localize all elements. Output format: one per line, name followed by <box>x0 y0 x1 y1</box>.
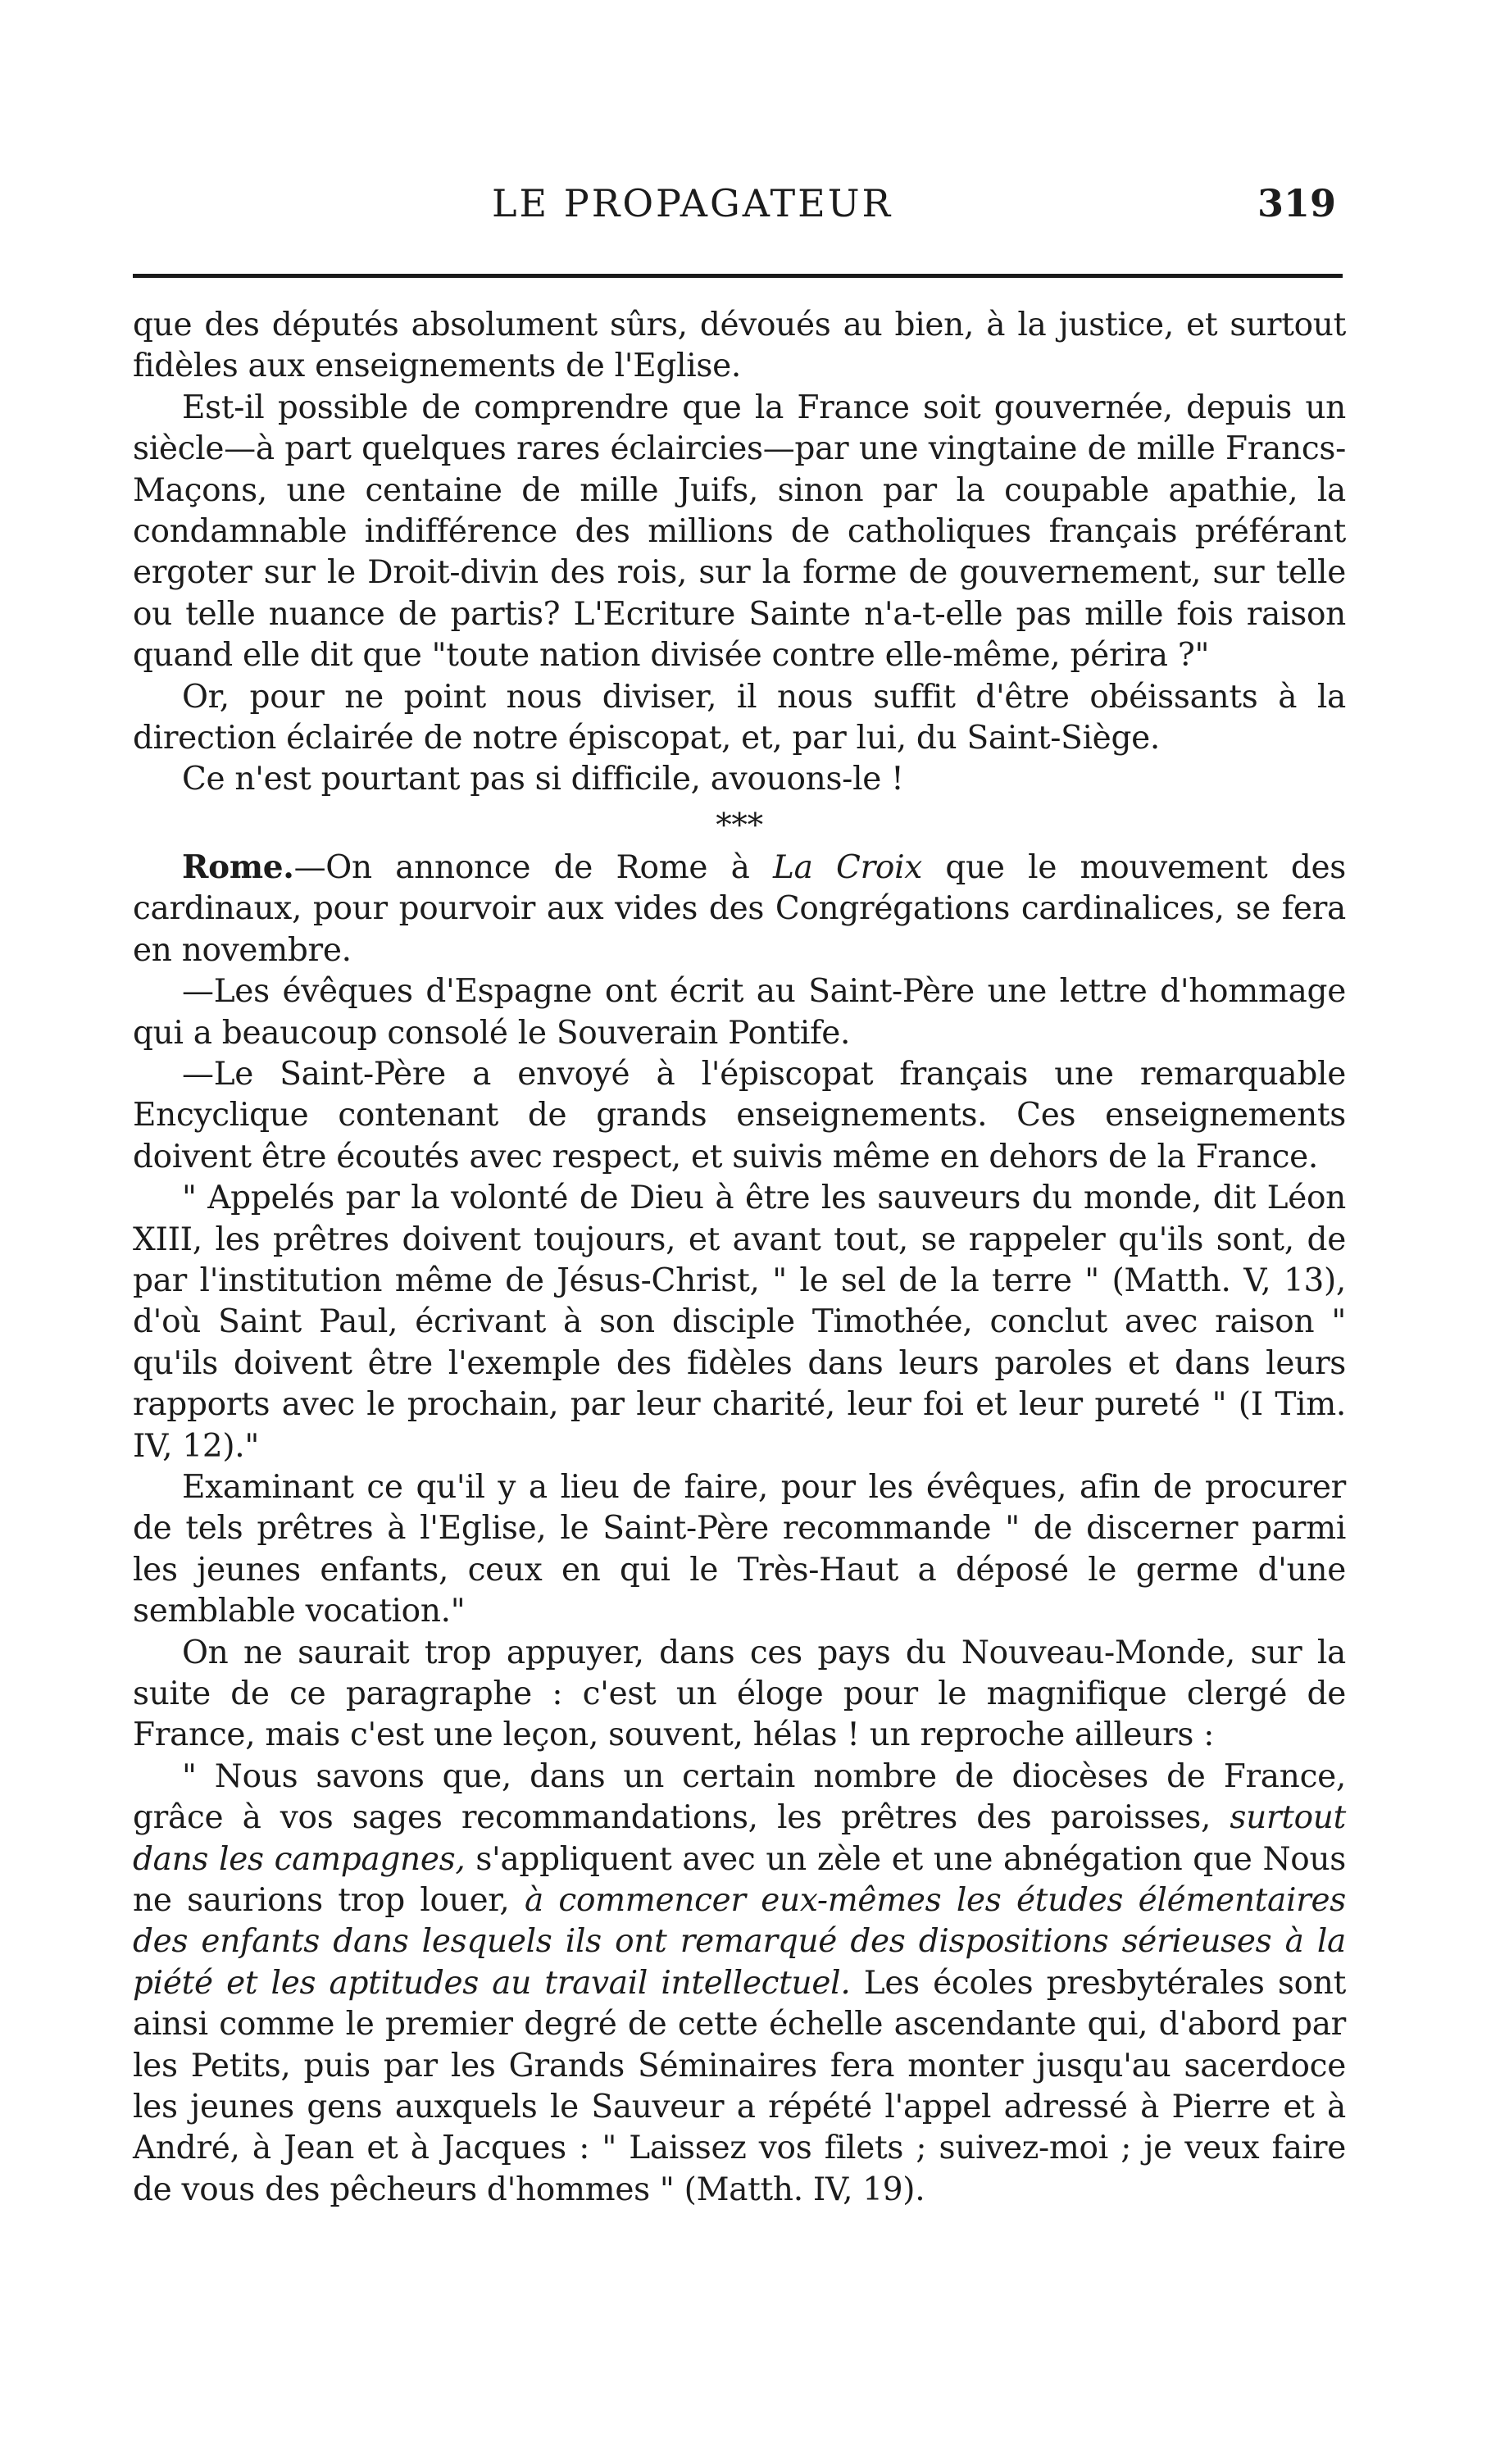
rome-text-pre: —On annonce de Rome à <box>293 848 774 886</box>
quote-italic-studies: à commencer eux-mêmes les études élémentaires des enfants dans lesquels ils ont remarqué des dispositions sérieuses à la piété et les aptitudes au travail intellectuel. <box>133 1882 1346 2002</box>
rome-text-post: que le mouvement des cardinaux, pour pourvoir aux vides des Congrégations cardinalices, se fera en novembre. <box>133 848 1347 969</box>
paragraph-continuation: que des députés absolument sûrs, dévoués au bien, à la justice, et surtout fidèles aux enseignements de l'Eglise. <box>133 307 1346 385</box>
quote-part-c: s'appliquent avec un zèle et une abnégation que Nous ne saurions trop louer, <box>133 1840 1346 1920</box>
paragraph-obedience: Or, pour ne point nous diviser, il nous suffit d'être obéissants à la direction éclairée de notre épiscopat, et, par lui, du Saint-Siège. <box>133 678 1346 757</box>
paragraph-encyclical: —Le Saint-Père a envoyé à l'épiscopat français une remarquable Encyclique contenant de grands enseignements. Ces enseignements doivent être écoutés avec respect, et suivis même en dehors de la France. <box>133 1055 1346 1175</box>
paragraph-not-difficult: Ce n'est pourtant pas si difficile, avouons-le ! <box>182 761 904 798</box>
header-rule <box>133 274 1343 278</box>
body-text <box>133 305 1346 2211</box>
page-header <box>139 179 1336 236</box>
paragraph-new-world: On ne saurait trop appuyer, dans ces pays du Nouveau-Monde, sur la suite de ce paragraphe : c'est un éloge pour le magnifique clergé de France, mais c'est une leçon, souvent, hélas ! un reproche ailleurs : <box>133 1634 1346 1754</box>
quote-part-a: " Nous savons que, dans un certain nombre de diocèses de France, grâce à vos sages recommandations, les prêtres des paroisses, <box>133 1757 1346 1837</box>
paragraph-france-governance: Est-il possible de comprendre que la France soit gouvernée, depuis un siècle—à part quelques rares éclaircies—par une vingtaine de mille Francs-Maçons, une centaine de mille Juifs, sinon par la coupable apathie, la condamnable indifférence des millions de catholiques français préférant ergoter sur le Droit-divin des rois, sur la forme de gouvernement, sur telle ou telle nuance de partis? L'Ecriture Sainte n'a-t-elle pas mille fois raison quand elle dit que "toute nation divisée contre elle-même, périra ?" <box>133 389 1346 675</box>
paragraph-vocation: Examinant ce qu'il y a lieu de faire, pour les évêques, afin de procurer de tels prêtres à l'Eglise, le Saint-Père recommande " de discerner parmi les jeunes enfants, ceux en qui le Très-Haut a déposé le germe d'une semblable vocation." <box>133 1468 1346 1630</box>
quote-italic-campaigns: surtout dans les campagnes, <box>133 1799 1346 1878</box>
page-number: 319 <box>1257 181 1336 225</box>
paragraph-spain-bishops: —Les évêques d'Espagne ont écrit au Saint-Père une lettre d'hommage qui a beaucoup consolé le Souverain Pontife. <box>133 973 1346 1052</box>
paragraph-presbyteral-schools <box>133 1757 1346 2211</box>
rome-source-italic: La Croix <box>773 848 922 886</box>
rome-lead: Rome. <box>182 848 294 886</box>
running-title: LE PROPAGATEUR <box>492 181 893 225</box>
paragraph-leo-quote: " Appelés par la volonté de Dieu à être les sauveurs du monde, dit Léon XIII, les prêtres doivent toujours, et avant tout, se rappeler qu'ils sont, de par l'institution même de Jésus-Christ, " le sel de la terre " (Matth. V, 13), d'où Saint Paul, écrivant à son disciple Timothée, conclut avec raison " qu'ils doivent être l'exemple des fidèles dans leurs paroles et dans leurs rapports avec le prochain, par leur charité, leur foi et leur pureté " (I Tim. IV, 12)." <box>133 1180 1346 1465</box>
quote-part-e: Les écoles presbytérales sont ainsi comme le premier degré de cette échelle ascendante qui, d'abord par les Petits, puis par les Grands Séminaires fera monter jusqu'au sacerdoce les jeunes gens auxquels le Sauveur a répété l'appel adressé à Pierre et à André, à Jean et à Jacques : " Laissez vos filets ; suivez-moi ; je veux faire de vous des pêcheurs d'hommes " (Matth. IV, 19). <box>133 1964 1346 2208</box>
section-separator: *** <box>716 807 763 844</box>
paragraph-rome-news <box>133 847 1346 971</box>
